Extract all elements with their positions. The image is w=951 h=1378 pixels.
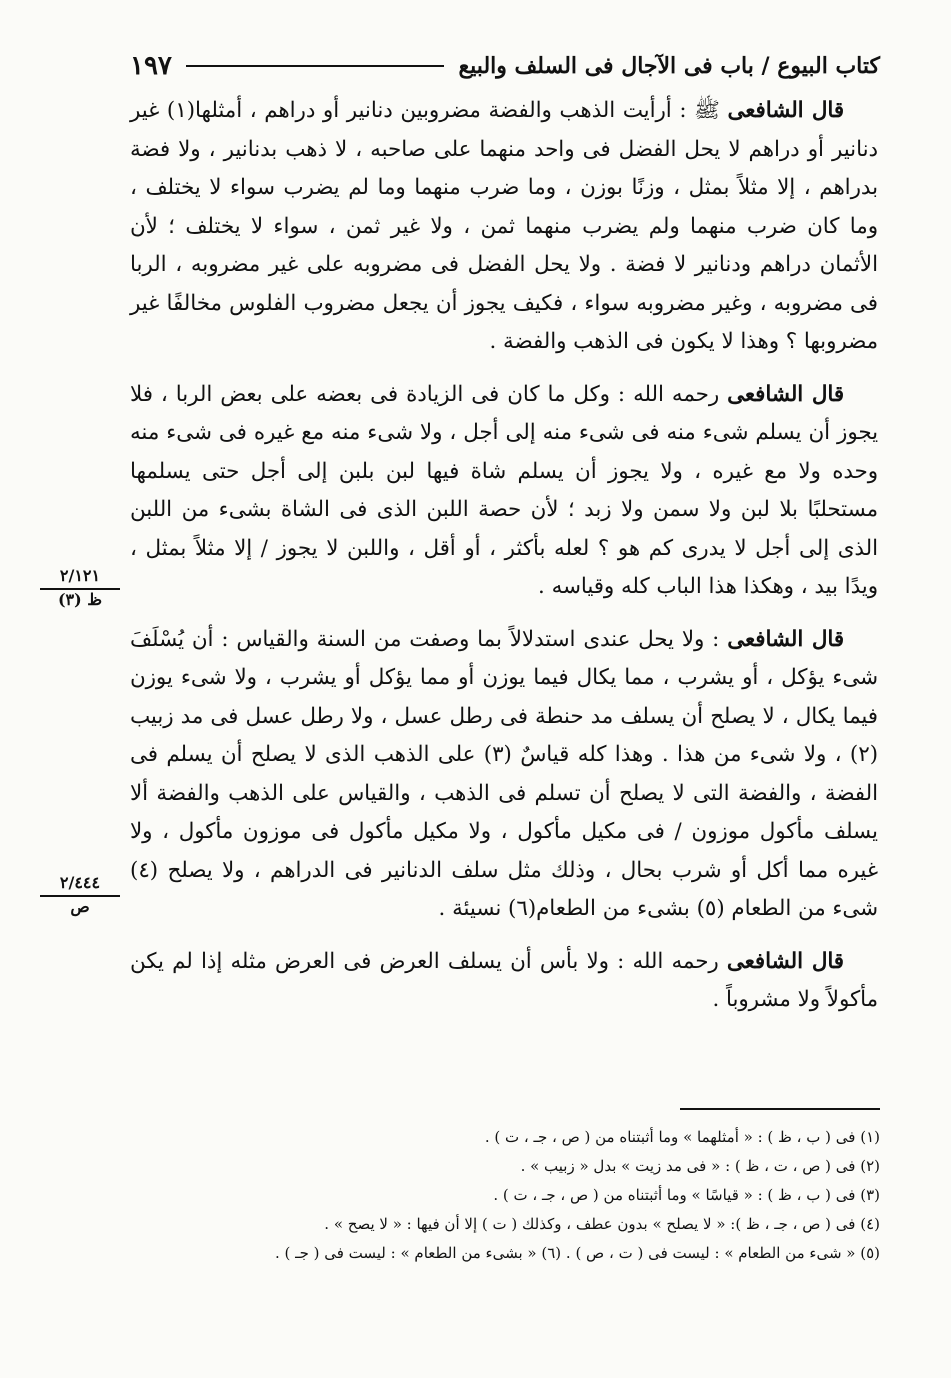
margin-note	[40, 873, 120, 917]
footnote: (١) فى ( ب ، ظ ) : « أمثلهما » وما أثبتناه من ( ص ، جـ ، ت ) .	[484, 1128, 880, 1146]
paragraph	[130, 92, 878, 362]
margin-note-ref: ٢/١٢١	[40, 566, 120, 590]
paragraph-body: رحمه الله : وكل ما كان فى الزيادة فى بعضه على بعض الربا ، فلا يجوز أن يسلم شىء منه فى شىء منه إلى أجل ، ولا شىء منه مع غيره فى شىء منه وحده ولا مع غيره ، ولا يجوز أن يسلم شاة فيها لبن بلبن إلى أجل حتى يسلمها مستحلبًا بلا لبن ولا سمن ولا زبد ؛ لأن حصة اللبن الذى فى الشاة بشىء من اللبن الذى إلى أجل لا يدرى كم هو ؟ لعله بأكثر ، أو أقل ، واللبن لا يجوز / إلا مثلاً بمثل ، ويدًا بيد ، وهكذا هذا الباب كله وقياسه .	[130, 381, 878, 599]
footnote: (٥) « شىء من الطعام » : ليست فى ( ت ، ص ) . (٦) « بشىء من الطعام » : ليست فى ( جـ ) .	[275, 1244, 880, 1262]
page-header	[130, 46, 880, 86]
running-title: كتاب البيوع / باب فى الآجال فى السلف والبيع	[458, 53, 880, 79]
page-number: ١٩٧	[130, 51, 172, 81]
header-rule	[186, 65, 445, 67]
paragraph-body: : ولا يحل عندى استدلالاً بما وصفت من السنة والقياس : أن يُسْلَفَ شىء يؤكل ، أو يشرب ، مما يكال فيما يوزن أو مما يؤكل أو يشرب ، ولا شىء يوزن فيما يكال ، لا يصلح أن يسلف مد حنطة فى رطل عسل ، ولا رطل عسل فى مد زبيب (٢) ، ولا شىء من هذا . وهذا كله قياسٌ (٣) على الذهب الذى لا يصلح أن يسلم فى الفضة ، والفضة التى لا يصلح أن تسلم فى الذهب ، والقياس على الذهب والفضة ألا يسلف مأكول موزون / فى مكيل مأكول ، ولا مكيل مأكول فى موزون مأكول ، ولا غيره مما أكل أو شرب بحال ، وذلك مثل سلف الدنانير فى الدراهم ، ولا يصلح (٤) شىء من الطعام (٥) بشىء من الطعام(٦) نسيئة .	[130, 626, 878, 921]
paragraph-body: ﷺ : أرأيت الذهب والفضة مضروبين دنانير أو دراهم ، أمثلها(١) غير دنانير أو دراهم لا يحل الفضل فى واحد منهما على صاحبه ، لا ذهب بدنانير ، ولا فضة بدراهم ، إلا مثلاً بمثل ، وزنًا بوزن ، وما ضرب منهما وما لم يضرب سواء لا يختلف ، وما كان ضرب منهما ولم يضرب منهما ثمن ، ولا غير ثمن ، سواء لا يختلف ؛ لأن الأثمان دراهم ودنانير لا فضة . ولا يحل الفضل فى مضروبه على غير مضروبه ، الربا فى مضروبه ، وغير مضروبه سواء ، فكيف يجوز أن يجعل مضروب الفلوس مخالفًا غير مضروبها ؟ وهذا لا يكون فى الذهب والفضة .	[130, 98, 878, 354]
paragraph-speaker: قال الشافعى	[727, 381, 845, 407]
paragraph-speaker: قال الشافعى	[727, 626, 844, 652]
paragraph	[130, 376, 878, 607]
margin-note-source: ص	[70, 897, 90, 916]
footnote: (٢) فى ( ص ، ت ، ظ ) : « فى مد زيت » بدل « زبيب » .	[520, 1157, 880, 1175]
margin-note-source: ظ (٣)	[57, 590, 103, 609]
paragraph	[130, 621, 878, 929]
footnotes	[130, 1123, 880, 1268]
footnote: (٣) فى ( ب ، ظ ) : « قياسًا » وما أثبتناه من ( ص ، جـ ، ت ) .	[493, 1186, 880, 1204]
margin-note	[40, 566, 120, 610]
paragraph	[130, 943, 878, 1020]
main-text	[130, 92, 878, 1034]
margin-note-ref: ٢/٤٤٤	[40, 873, 120, 897]
paragraph-body: رحمه الله : ولا بأس أن يسلف العرض فى العرض مثله إذا لم يكن مأكولاً ولا مشروباً .	[130, 948, 878, 1012]
paragraph-speaker: قال الشافعى	[727, 98, 845, 123]
footnote: (٤) فى ( ص ، جـ ، ظ ): « لا يصلح » بدون عطف ، وكذلك ( ت ) إلا أن فيها : « لا يصح » .	[324, 1215, 880, 1233]
footnote-rule	[680, 1108, 880, 1110]
paragraph-speaker: قال الشافعى	[726, 948, 844, 974]
